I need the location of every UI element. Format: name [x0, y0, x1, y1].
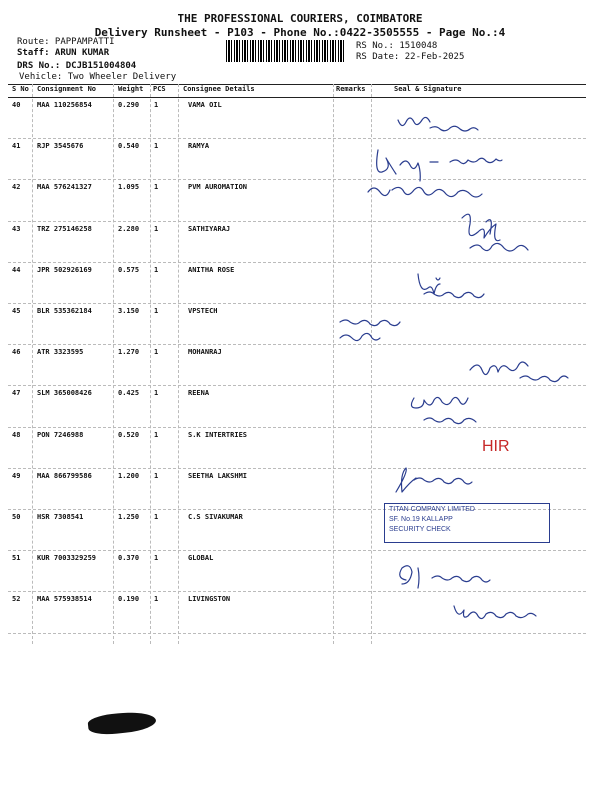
cell-consignment: SLM 365008426	[37, 389, 92, 398]
cell-consignment: TRZ 275146258	[37, 224, 92, 233]
cell-consignee: VPSTECH	[188, 307, 218, 315]
cell-pcs: 1	[154, 265, 159, 274]
cell-consignment: ATR 3323595	[37, 348, 84, 357]
cell-consignment: PON 7246988	[37, 430, 84, 439]
cell-sno: 50	[12, 513, 21, 521]
runsheet-subtitle: Delivery Runsheet - P103 - Phone No.:0422-3505555 - Page No.:4	[94, 26, 506, 39]
cell-weight: 1.095	[118, 183, 140, 192]
cell-weight: 0.575	[118, 265, 140, 274]
remark-annotation: HIR	[482, 438, 510, 455]
cell-weight: 0.425	[118, 389, 140, 398]
staff-label: Staff: ARUN KUMAR	[17, 48, 110, 58]
cell-consignee: S.K INTERTRIES	[188, 430, 248, 439]
cell-consignment: MAA 110256854	[37, 101, 92, 109]
cell-sno: 45	[12, 307, 21, 315]
cell-consignee: GLOBAL	[188, 554, 214, 563]
col-pcs: PCS	[153, 85, 166, 93]
cell-pcs: 1	[154, 430, 159, 439]
cell-pcs: 1	[154, 142, 159, 151]
cell-sno: 52	[12, 595, 21, 604]
cell-weight: 0.190	[118, 595, 140, 604]
cell-consignment: JPR 502926169	[37, 265, 92, 274]
cell-sno: 51	[12, 554, 21, 563]
cell-weight: 0.520	[118, 430, 140, 439]
cell-consignee: RAMYA	[188, 142, 210, 151]
cell-consignee: PVM AUROMATION	[188, 183, 248, 192]
stamp-line: TITAN COMPANY LIMITED	[389, 506, 475, 513]
cell-weight: 1.270	[118, 348, 140, 357]
cell-weight: 2.280	[118, 224, 140, 233]
cell-weight: 0.290	[118, 101, 140, 109]
cell-sno: 46	[12, 348, 21, 357]
cell-sno: 42	[12, 183, 21, 192]
cell-sno: 41	[12, 142, 21, 151]
cell-pcs: 1	[154, 513, 159, 521]
cell-pcs: 1	[154, 348, 159, 357]
cell-sno: 44	[12, 265, 21, 274]
cell-sno: 49	[12, 471, 21, 480]
cell-consignee: SATHIYARAJ	[188, 224, 231, 233]
cell-sno: 48	[12, 430, 21, 439]
cell-consignment: MAA 575938514	[37, 595, 92, 604]
route-label: Route: PAPPAMPATTI	[17, 37, 115, 47]
cell-consignee: VAMA OIL	[188, 101, 222, 109]
company-stamp	[384, 503, 550, 543]
cell-sno: 47	[12, 389, 21, 398]
cell-sno: 40	[12, 101, 21, 109]
cell-consignment: MAA 576241327	[37, 183, 92, 192]
cell-pcs: 1	[154, 101, 159, 109]
cell-consignee: C.S SIVAKUMAR	[188, 513, 243, 521]
cell-consignment: RJP 3545676	[37, 142, 84, 151]
stamp-line: SECURITY CHECK	[389, 526, 451, 533]
company-title: THE PROFESSIONAL COURIERS, COIMBATORE	[177, 12, 423, 25]
drs-number: DRS No.: DCJB151004804	[17, 61, 137, 71]
cell-consignee: SEETHA LAKSHMI	[188, 471, 248, 480]
cell-consignee: LIVINGSTON	[188, 595, 231, 604]
cell-pcs: 1	[154, 389, 159, 398]
cell-weight: 0.370	[118, 554, 140, 563]
cell-consignee: REENA	[188, 389, 210, 398]
col-weight: Weight	[118, 85, 144, 93]
cell-pcs: 1	[154, 224, 159, 233]
cell-pcs: 1	[154, 554, 159, 563]
cell-pcs: 1	[154, 471, 159, 480]
cell-weight: 3.150	[118, 307, 140, 315]
cell-consignee: MOHANRAJ	[188, 348, 222, 357]
vehicle-label: Vehicle: Two Wheeler Delivery	[19, 72, 177, 82]
stamp-line: SF. No.19 KALLAPP	[389, 516, 453, 523]
cell-consignment: HSR 7308541	[37, 513, 84, 521]
cell-pcs: 1	[154, 307, 159, 315]
cell-weight: 0.540	[118, 142, 140, 151]
rs-date: RS Date: 22-Feb-2025	[356, 52, 465, 62]
cell-weight: 1.200	[118, 471, 140, 480]
cell-consignee: ANITHA ROSE	[188, 265, 235, 274]
cell-pcs: 1	[154, 183, 159, 192]
cell-pcs: 1	[154, 595, 159, 604]
cell-consignment: BLR 535362184	[37, 307, 92, 315]
col-consignment: Consignment No	[37, 85, 97, 93]
rs-number: RS No.: 1510048	[356, 41, 438, 51]
col-remarks: Remarks	[336, 85, 366, 93]
cell-consignment: KUR 7003329259	[37, 554, 97, 563]
cell-weight: 1.250	[118, 513, 140, 521]
cell-sno: 43	[12, 224, 21, 233]
col-consignee: Consignee Details	[183, 85, 255, 93]
col-sno: S No	[12, 85, 29, 93]
col-seal: Seal & Signature	[394, 85, 462, 93]
cell-consignment: MAA 866799586	[37, 471, 92, 480]
